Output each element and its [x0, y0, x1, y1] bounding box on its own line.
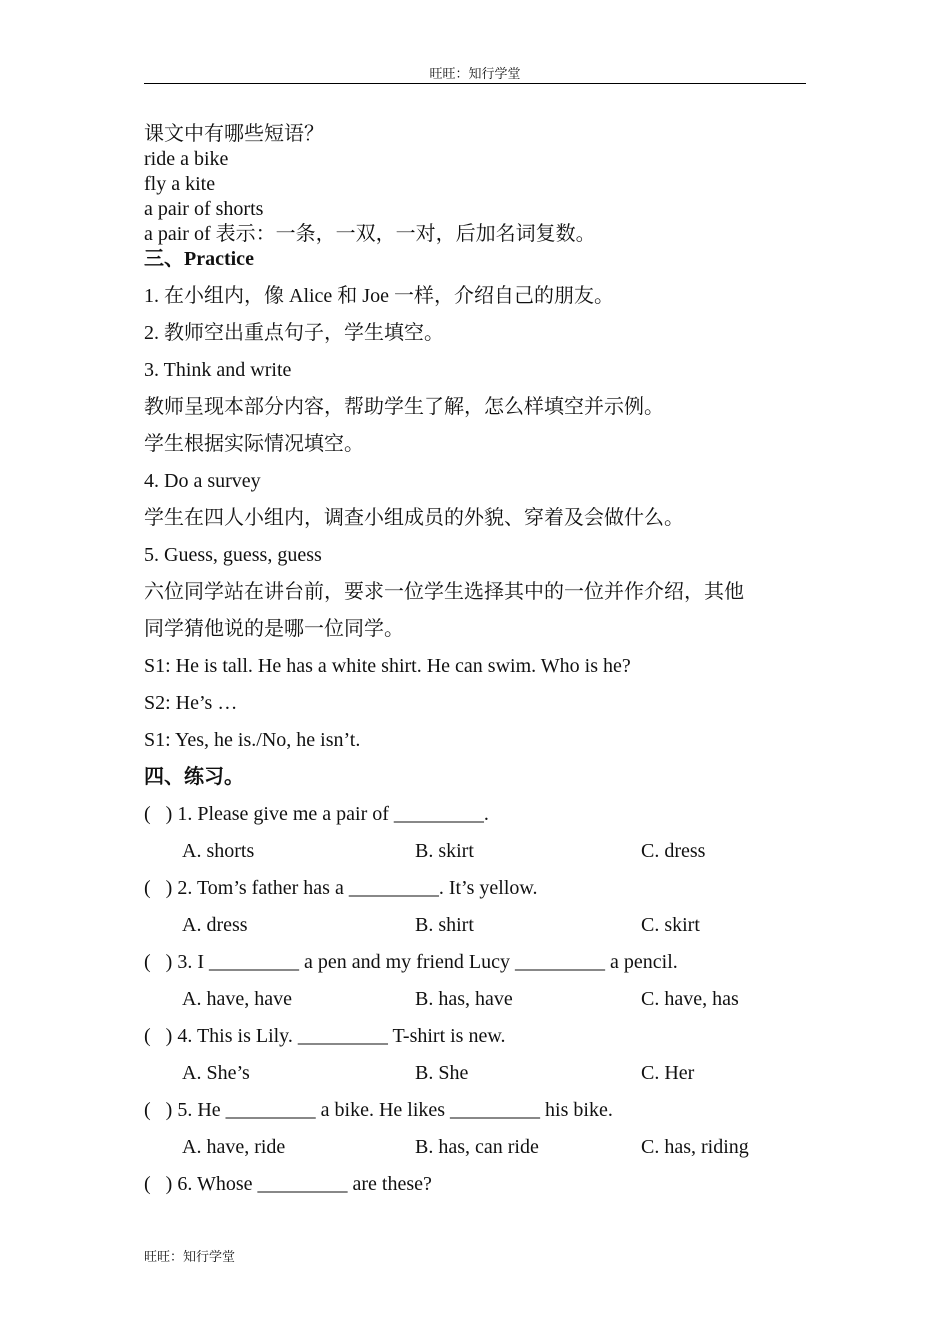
practice-line: S1: Yes, he is./No, he isn’t.: [144, 729, 361, 751]
option-b: B. skirt: [415, 840, 474, 862]
option-c: C. has, riding: [641, 1136, 749, 1158]
practice-line: 2. 教师空出重点句子，学生填空。: [144, 322, 444, 344]
page-footer: 旺旺：知行学堂: [144, 1249, 236, 1264]
option-a: A. dress: [182, 914, 248, 936]
header-divider: [144, 83, 806, 84]
question-options: [144, 1129, 814, 1166]
option-c: C. dress: [641, 840, 706, 862]
question-stem: ( ) 3. I _________ a pen and my friend Lucy _________ a pencil.: [144, 951, 678, 973]
phrase-note: a pair of 表示：一条，一双，一对，后加名词复数。: [144, 223, 596, 245]
question-options: [144, 981, 814, 1018]
question-options: [144, 1055, 814, 1092]
option-b: B. She: [415, 1062, 469, 1084]
practice-heading: 三、Practice: [144, 248, 254, 270]
option-a: A. She’s: [182, 1062, 250, 1084]
question-stem: ( ) 6. Whose _________ are these?: [144, 1173, 432, 1195]
practice-line: 学生根据实际情况填空。: [144, 433, 364, 455]
option-b: B. has, have: [415, 988, 513, 1010]
practice-line: 同学猜他说的是哪一位同学。: [144, 618, 404, 640]
option-c: C. have, has: [641, 988, 739, 1010]
option-a: A. have, have: [182, 988, 292, 1010]
practice-line: S2: He’s …: [144, 692, 238, 714]
practice-line: S1: He is tall. He has a white shirt. He can swim. Who is he?: [144, 655, 631, 677]
option-a: A. shorts: [182, 840, 255, 862]
practice-line: 5. Guess, guess, guess: [144, 544, 322, 566]
practice-line: 六位同学站在讲台前，要求一位学生选择其中的一位并作介绍，其他: [144, 581, 744, 603]
phrases-question: 课文中有哪些短语？: [144, 123, 324, 145]
question-stem: ( ) 4. This is Lily. _________ T-shirt is new.: [144, 1025, 506, 1047]
option-c: C. skirt: [641, 914, 700, 936]
page-header: 旺旺：知行学堂: [429, 66, 521, 81]
question-options: [144, 907, 814, 944]
document-body: [144, 122, 814, 1203]
question-options: [144, 833, 814, 870]
exercises-heading: 四、练习。: [144, 766, 244, 788]
option-a: A. have, ride: [182, 1136, 286, 1158]
phrase-item: fly a kite: [144, 173, 216, 195]
practice-line: 1. 在小组内，像 Alice 和 Joe 一样，介绍自己的朋友。: [144, 285, 614, 307]
question-stem: ( ) 2. Tom’s father has a _________. It’s yellow.: [144, 877, 538, 899]
practice-line: 教师呈现本部分内容，帮助学生了解，怎么样填空并示例。: [144, 396, 664, 418]
question-stem: ( ) 1. Please give me a pair of _________.: [144, 803, 489, 825]
option-b: B. shirt: [415, 914, 474, 936]
practice-line: 4. Do a survey: [144, 470, 261, 492]
practice-line: 3. Think and write: [144, 359, 292, 381]
phrase-item: ride a bike: [144, 148, 229, 170]
question-stem: ( ) 5. He _________ a bike. He likes _________ his bike.: [144, 1099, 613, 1121]
practice-line: 学生在四人小组内，调查小组成员的外貌、穿着及会做什么。: [144, 507, 684, 529]
phrase-item: a pair of shorts: [144, 198, 264, 220]
option-c: C. Her: [641, 1062, 695, 1084]
option-b: B. has, can ride: [415, 1136, 539, 1158]
